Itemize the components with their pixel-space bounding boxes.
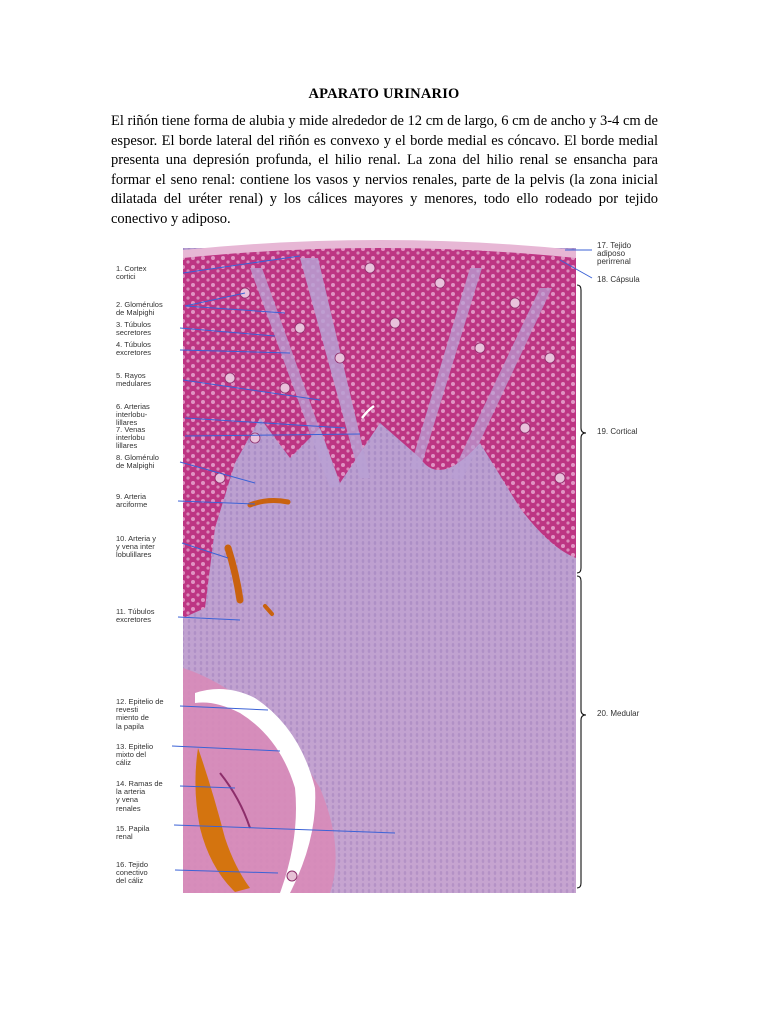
label-7: 7. Venas interlobu lillares bbox=[116, 425, 146, 451]
label-6: 6. Arterias interlobu- lillares bbox=[116, 402, 150, 428]
kidney-histology-figure bbox=[0, 228, 768, 898]
label-17: 17. Tejido adiposo perirrenal bbox=[597, 241, 632, 267]
label-8: 8. Glomérulo de Malpighi bbox=[116, 453, 159, 471]
label-15: 15. Papila renal bbox=[116, 824, 150, 842]
label-13: 13. Epitelio mixto del cáliz bbox=[116, 742, 154, 768]
document-title: APARATO URINARIO bbox=[308, 86, 460, 102]
label-2: 2. Glomérulos de Malpighi bbox=[116, 300, 163, 318]
label-1: 1. Cortex cortici bbox=[116, 264, 147, 282]
label-5: 5. Rayos medulares bbox=[116, 371, 152, 389]
right-braces bbox=[577, 285, 586, 888]
label-4: 4. Túbulos excretores bbox=[116, 340, 152, 358]
label-16: 16. Tejido conectivo del cáliz bbox=[116, 860, 148, 886]
label-18: 18. Cápsula bbox=[597, 275, 640, 284]
label-14: 14. Ramas de la arteria y vena renales bbox=[116, 779, 163, 813]
label-9: 9. Arteria arciforme bbox=[116, 492, 148, 510]
label-11: 11. Túbulos excretores bbox=[116, 607, 155, 625]
label-19: 19. Cortical bbox=[597, 427, 638, 436]
label-12: 12. Epitelio de revesti miento de la papila bbox=[116, 697, 164, 731]
body-paragraph: El riñón tiene forma de alubia y mide alrededor de 12 cm de largo, 6 cm de ancho y 3-4 cm de espesor. El borde lateral del riñón es convexo y el borde medial es cóncavo. El borde medial presenta una depresión profunda, el hilio renal. La zona del hilio renal se ensancha para formar el seno renal: contiene los vasos y nervios renales, parte de la pelvis (la zona inicial dilatada del uréter renal) y los cálices mayores y menores, todo ello rodeado por tejido conectivo y adiposo. bbox=[111, 113, 658, 227]
label-3: 3. Túbulos secretores bbox=[116, 320, 152, 338]
label-20: 20. Medular bbox=[597, 709, 640, 718]
label-10: 10. Arteria y y vena inter lobulillares bbox=[116, 534, 157, 560]
